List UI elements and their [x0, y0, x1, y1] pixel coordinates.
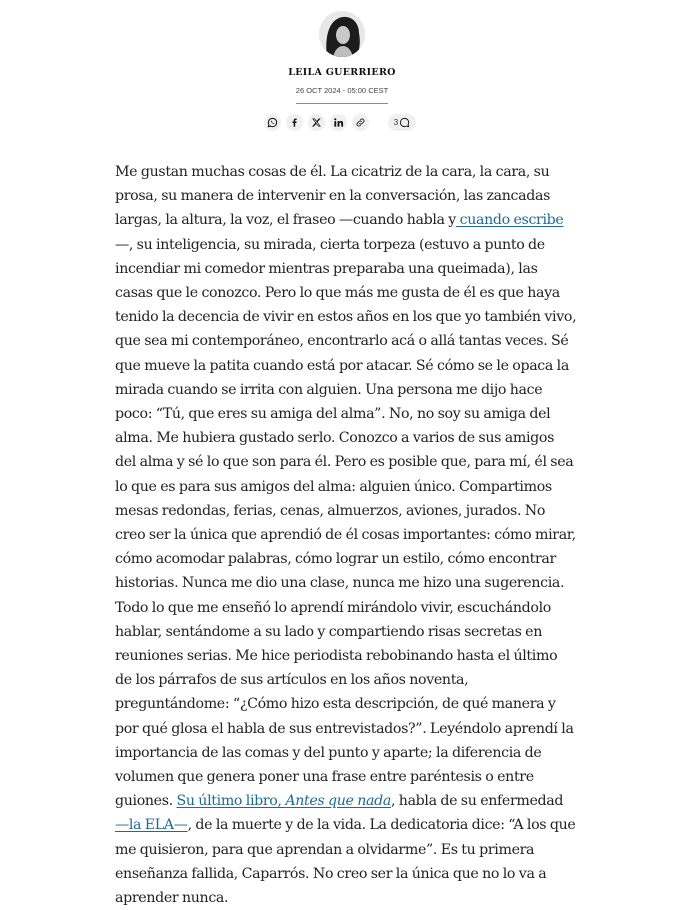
- share-linkedin-button[interactable]: [330, 114, 347, 131]
- divider: [296, 103, 388, 104]
- share-x-button[interactable]: [308, 114, 325, 131]
- share-facebook-button[interactable]: [286, 114, 303, 131]
- share-whatsapp-button[interactable]: [264, 114, 281, 131]
- article-body: [115, 160, 577, 910]
- author-avatar[interactable]: [319, 11, 365, 57]
- book-title: Antes que nada: [285, 793, 391, 810]
- facebook-icon: [289, 117, 300, 128]
- link-cuando-escribe[interactable]: cuando escribe: [455, 212, 564, 229]
- linkedin-icon: [333, 117, 344, 128]
- comment-count: 3: [393, 118, 399, 127]
- comments-button[interactable]: [388, 114, 416, 131]
- text-segment: , de la muerte y de la vida. La dedicatoria dice: “A los que me quisieron, para que aprendan a olvidarme”. Es tu primera enseñanza fallida, Caparrós. No creo ser la única que no lo va a aprender nunca.: [115, 817, 576, 907]
- link-text: Su último libro,: [176, 793, 286, 810]
- share-bar: [264, 114, 369, 131]
- link-icon: [355, 117, 366, 128]
- copy-link-button[interactable]: [352, 114, 369, 131]
- text-segment: —, su inteligencia, su mirada, cierta torpeza (estuvo a punto de incendiar mi comedor mientras preparaba una queimada), las casas que le conozco. Pero lo que más me gusta de él es que haya tenido la decencia de vivir en estos años en los que yo también vivo, que sea mi contemporáneo, encontrarlo acá o allá tantas veces. Sé que mueve la patita cuando está por atacar. Sé cómo se le opaca la mirada cuando se irrita con alguien. Una persona me dijo hace poco: “Tú, que eres su amiga del alma”. No, no soy su amiga del alma. Me hubiera gustado serlo. Conozco a varios de sus amigos del alma y sé lo que son para él. Pero es posible que, para mí, él sea lo que es para sus amigos del alma: alguien único. Compartimos mesas redondas, ferias, cenas, almuerzos, aviones, jurados. No creo ser la única que aprendió de él cosas importantes: cómo mirar, cómo acomodar palabras, cómo lograr un estilo, cómo encontrar historias. Nunca me dio una clase, nunca me hizo una sugerencia. Todo lo que me enseñó lo aprendí mirándolo vivir, escuchándolo hablar, sentándome a su lado y compartiendo risas secretas en reuniones serias. Me hice periodista rebobinando hasta el último de los párrafos de sus artículos en los años noventa, preguntándome: “¿Cómo hizo esta descripción, de qué manera y por qué glosa el habla de sus entrevistados?”. Leyéndolo aprendí la importancia de las comas y del punto y aparte; la diferencia de volumen que genera poner una frase entre paréntesis o entre guiones.: [115, 236, 577, 810]
- author-name[interactable]: LEILA GUERRIERO: [288, 67, 396, 78]
- whatsapp-icon: [267, 117, 278, 128]
- text-segment: , habla de su enfermedad: [390, 793, 564, 810]
- comment-icon: [399, 117, 410, 128]
- link-la-ela[interactable]: —la ELA—: [115, 817, 188, 834]
- x-icon: [311, 117, 322, 128]
- publish-date: 26 OCT 2024 - 05:00 CEST: [295, 86, 389, 95]
- article-paragraph: [115, 160, 577, 910]
- text-segment: Me gustan muchas cosas de él. La cicatriz de la cara, la cara, su prosa, su manera de intervenir en la conversación, las zancadas largas, la altura, la voz, el fraseo —cuando habla y: [115, 164, 551, 229]
- link-su-ultimo-libro[interactable]: [176, 793, 390, 809]
